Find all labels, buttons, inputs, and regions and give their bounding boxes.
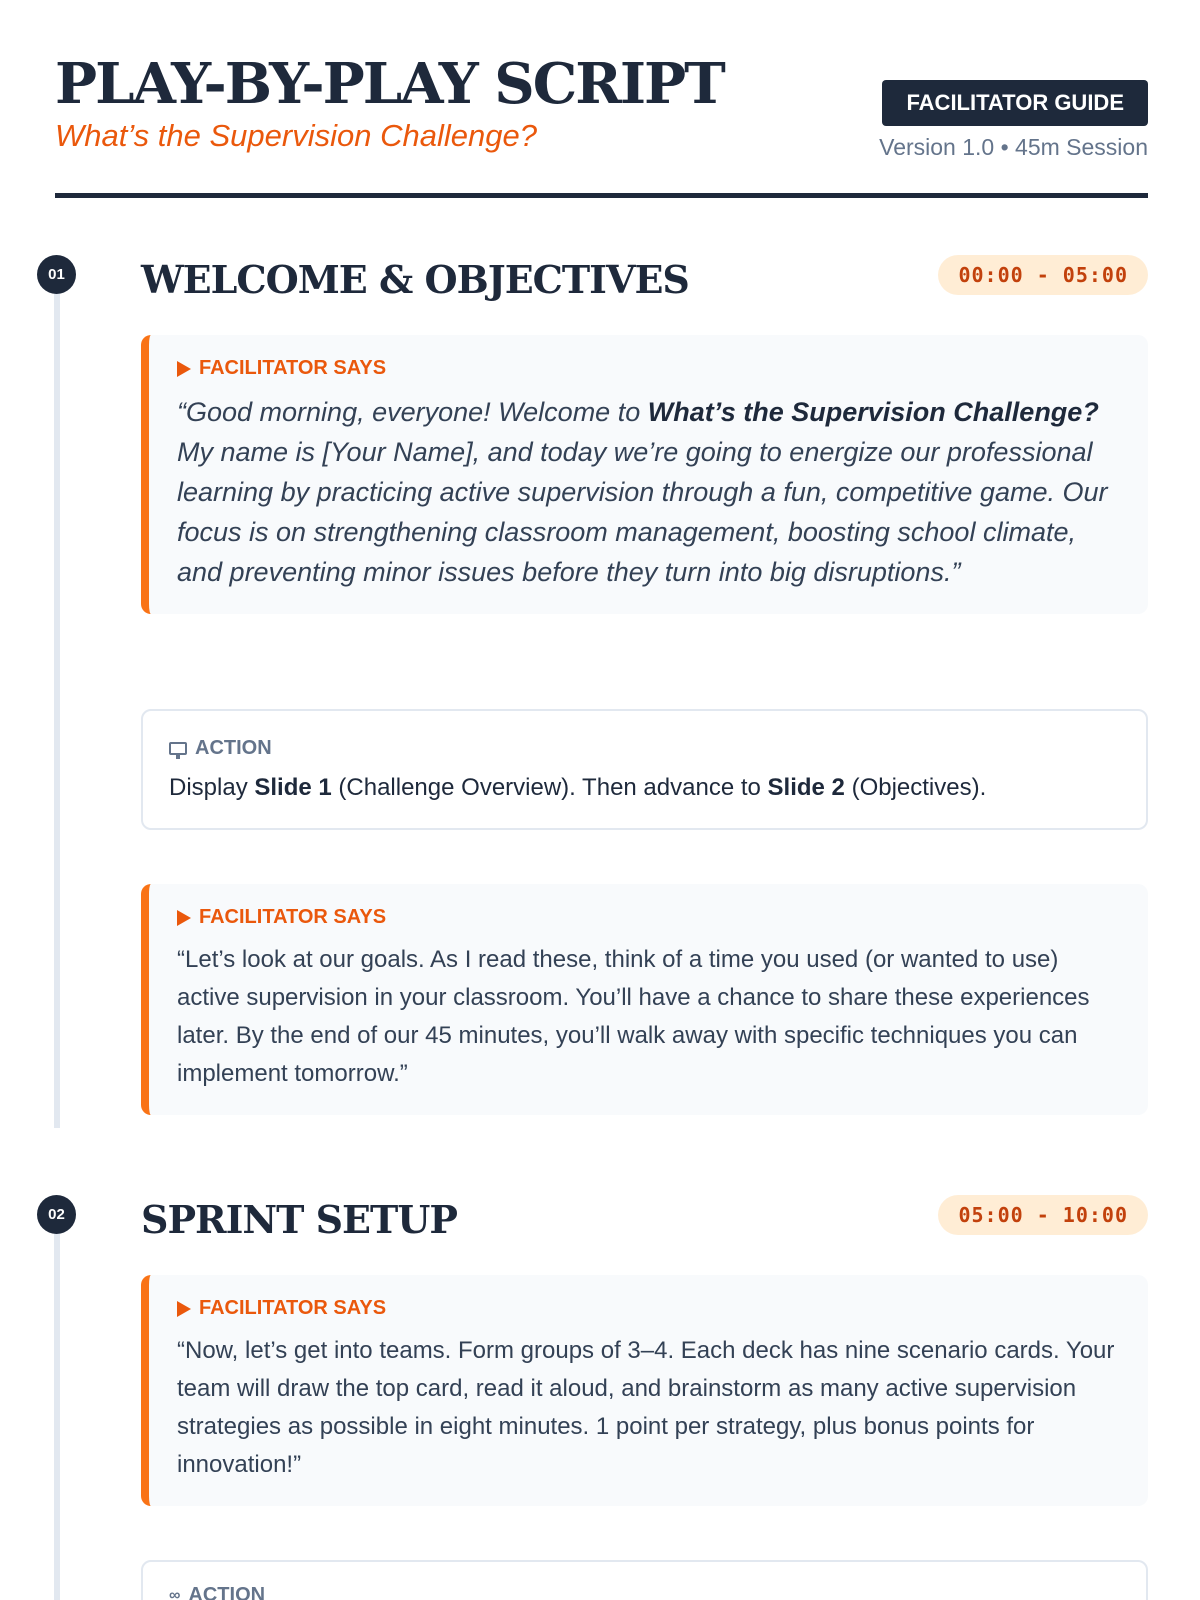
- time-range-badge: 00:00 - 05:00: [938, 255, 1148, 295]
- play-icon: [177, 361, 191, 377]
- link-icon: ∞: [169, 1586, 181, 1600]
- step-number-badge: 01: [37, 255, 76, 294]
- action-card: [141, 709, 1148, 830]
- monitor-icon: [169, 742, 187, 755]
- action-text-part: Display: [169, 774, 255, 801]
- timeline-line: [54, 286, 60, 1128]
- facilitator-guide-badge: FACILITATOR GUIDE: [882, 80, 1148, 126]
- action-label: [169, 1584, 1120, 1600]
- script-text: My name is [Your Name], and today we’re going to energize our professional learning by practicing active supervision through a fun, competitive game. Our focus is on strengthening classroom management, boosting school climate, and preventing minor issues before they turn into big disruptions.”: [177, 437, 1108, 587]
- section-title: WELCOME & OBJECTIVES: [141, 257, 689, 302]
- facilitator-says-label: [177, 357, 1122, 380]
- page-subtitle: What’s the Supervision Challenge?: [55, 118, 537, 153]
- facilitator-says-label: [177, 1297, 1122, 1320]
- play-icon: [177, 910, 191, 926]
- action-text-part: (Objectives).: [844, 774, 987, 801]
- action-label: [169, 737, 1120, 760]
- header-divider: [55, 193, 1148, 198]
- action-label-text: ACTION: [188, 1584, 266, 1600]
- facilitator-script: “Let’s look at our goals. As I read these, think of a time you used (or wanted to use) active supervision in your classroom. You’ll have a chance to share these experiences later. By the end of our 45 minutes, you’ll walk away with specific techniques you can implement tomorrow.”: [177, 946, 1090, 1087]
- facilitator-script: “Now, let’s get into teams. Form groups of 3–4. Each deck has nine scenario cards. Your team will draw the top card, read it aloud, and brainstorm as many active supervision strategies as possible in eight minutes. 1 point per strategy, plus bonus points for innovation!”: [177, 1337, 1115, 1478]
- facilitator-says-label: [177, 906, 1122, 929]
- facilitator-says-card: [141, 335, 1148, 614]
- script-text: “Good morning, everyone! Welcome to: [177, 397, 648, 427]
- section-title: SPRINT SETUP: [141, 1197, 458, 1242]
- says-label-text: FACILITATOR SAYS: [199, 906, 387, 928]
- action-text: [169, 774, 1120, 802]
- action-card: [141, 1560, 1148, 1600]
- play-icon: [177, 1301, 191, 1317]
- action-text-part: (Challenge Overview). Then advance to: [331, 774, 768, 801]
- says-label-text: FACILITATOR SAYS: [199, 357, 387, 379]
- facilitator-says-card: [141, 884, 1148, 1115]
- action-label-text: ACTION: [195, 737, 272, 759]
- script-emphasis: What’s the Supervision Challenge?: [647, 397, 1099, 427]
- page-title: PLAY-BY-PLAY SCRIPT: [55, 51, 724, 117]
- facilitator-script: [177, 392, 1122, 592]
- says-label-text: FACILITATOR SAYS: [199, 1297, 387, 1319]
- step-number-badge: 02: [37, 1195, 76, 1234]
- facilitator-says-card: [141, 1275, 1148, 1506]
- slide-reference: Slide 1: [254, 774, 332, 801]
- version-info: Version 1.0 • 45m Session: [879, 134, 1148, 160]
- slide-reference: Slide 2: [767, 774, 845, 801]
- timeline-line: [54, 1226, 60, 1600]
- time-range-badge: 05:00 - 10:00: [938, 1195, 1148, 1235]
- page-header: [55, 51, 1148, 160]
